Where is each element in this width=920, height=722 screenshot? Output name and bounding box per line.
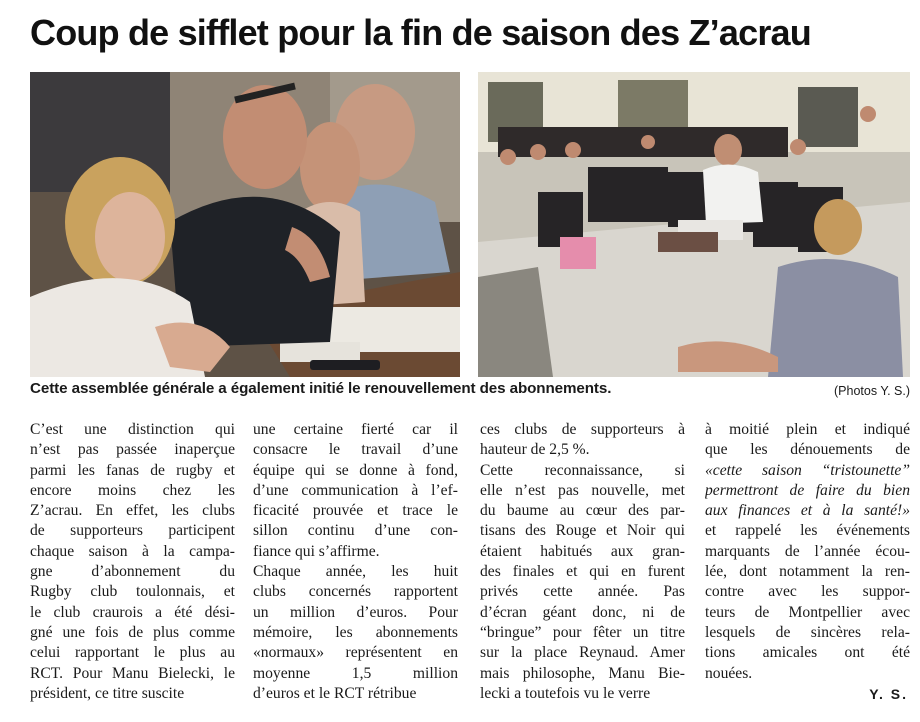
- article-column-3: [480, 420, 685, 704]
- article-text-line: des finales et qui en furent: [480, 563, 685, 581]
- article-text-line: sillon continu d’une con-: [253, 522, 458, 540]
- photo-audience: [478, 72, 910, 377]
- article-text-line: permettront de faire du bien: [705, 481, 910, 499]
- article-text-line: lée, dont notamment la ren-: [705, 563, 910, 581]
- article-text-line: RCT. Pour Manu Bielecki, le: [30, 664, 235, 682]
- article-text-line: mémoire, les abonnements: [253, 623, 458, 641]
- article-text-line: sur la place Reynaud. Amer: [480, 644, 685, 662]
- article-text-line: lecki a toutefois vu le verre: [480, 684, 651, 702]
- article-text-line: celui rapportant le plus au: [30, 644, 235, 662]
- article-text-line: une certaine fierté car il: [253, 421, 458, 438]
- article-text-line: Chaque année, les huit: [253, 563, 458, 581]
- article-text-line: privés cette année. Pas: [480, 583, 685, 601]
- article-column-2: [253, 420, 458, 704]
- article-text-line: gne d’abonnement du: [30, 563, 235, 581]
- article-text-line: ces clubs de supporteurs à: [480, 421, 685, 438]
- article-text-line: elle n’est pas nouvelle, met: [480, 481, 685, 499]
- article-text-line: équipe qui se donne à fond,: [253, 461, 458, 479]
- article-text-line: que les dénouements de: [705, 441, 910, 459]
- article-text-line: moyenne 1,5 million: [253, 664, 458, 682]
- article-text-line: Z’acrau. En effet, les clubs: [30, 502, 235, 520]
- article-text-line: lesquels de sincères rela-: [705, 623, 910, 641]
- article-text-line: Cette reconnaissance, si: [480, 461, 685, 479]
- article-text-line: le club craurois a été dési-: [30, 603, 235, 621]
- article-text-line: du baume au cœur des par-: [480, 502, 685, 520]
- article-text-line: n’est pas passée inaperçue: [30, 441, 235, 459]
- article-text-line: étaient habitués aux gran-: [480, 542, 685, 560]
- photo-caption: Cette assemblée générale a également initié le renouvellement des abonnements.: [30, 380, 612, 397]
- author-signature: Y. S.: [869, 686, 908, 702]
- photo-meeting-table: [30, 72, 460, 377]
- article-text-line: contre avec les suppor-: [705, 583, 910, 601]
- article-text-line: teurs de Montpellier avec: [705, 603, 910, 621]
- article-column-4: [705, 420, 910, 684]
- article-text-line: tions amicales ont été: [705, 644, 910, 662]
- article-text-line: hauteur de 2,5 %.: [480, 441, 590, 459]
- article-text-line: aux finances et à la santé!»: [705, 502, 910, 520]
- article-text-line: à moitié plein et indiqué: [705, 421, 910, 438]
- article-text-line: d’une communication à l’ef-: [253, 481, 458, 499]
- article-column-1: [30, 420, 235, 704]
- article-text-line: encore moins chez les: [30, 481, 235, 499]
- article-text-line: ficacité prouvée et trace le: [253, 502, 458, 520]
- article-text-line: et rappelé les événements: [705, 522, 910, 540]
- article-text-line: de supporteurs participent: [30, 522, 235, 540]
- article-text-line: président, ce titre suscite: [30, 684, 185, 702]
- article-text-line: parmi les fanas de rugby et: [30, 461, 235, 479]
- article-text-line: nouées.: [705, 664, 753, 682]
- article-text-line: tisans des Rouge et Noir qui: [480, 522, 685, 540]
- photo-credit: (Photos Y. S.): [834, 384, 910, 398]
- article-text-line: chaque saison à la campa-: [30, 542, 235, 560]
- article-text-line: C’est une distinction qui: [30, 421, 235, 438]
- article-text-line: “bringue” pour fêter un titre: [480, 623, 685, 641]
- article-text-line: d’écran géant donc, ni de: [480, 603, 685, 621]
- article-text-line: fiance qui s’affirme.: [253, 542, 380, 560]
- article-text-line: marquants de l’année écou-: [705, 542, 910, 560]
- article-text-line: gné une fois de plus comme: [30, 623, 235, 641]
- article-text-line: un million d’euros. Pour: [253, 603, 458, 621]
- article-text-line: «cette saison “tristounette”: [705, 461, 910, 479]
- article-text-line: consacre le travail d’une: [253, 441, 458, 459]
- article-text-line: «normaux» représentent en: [253, 644, 458, 662]
- article-text-line: d’euros et le RCT rétribue: [253, 684, 417, 702]
- article-text-line: clubs concernés rapportent: [253, 583, 458, 601]
- article-text-line: Rugby club toulonnais, et: [30, 583, 235, 601]
- article-text-line: mais philosophe, Manu Bie-: [480, 664, 685, 682]
- article-headline: Coup de sifflet pour la fin de saison des Z’acrau: [30, 12, 811, 53]
